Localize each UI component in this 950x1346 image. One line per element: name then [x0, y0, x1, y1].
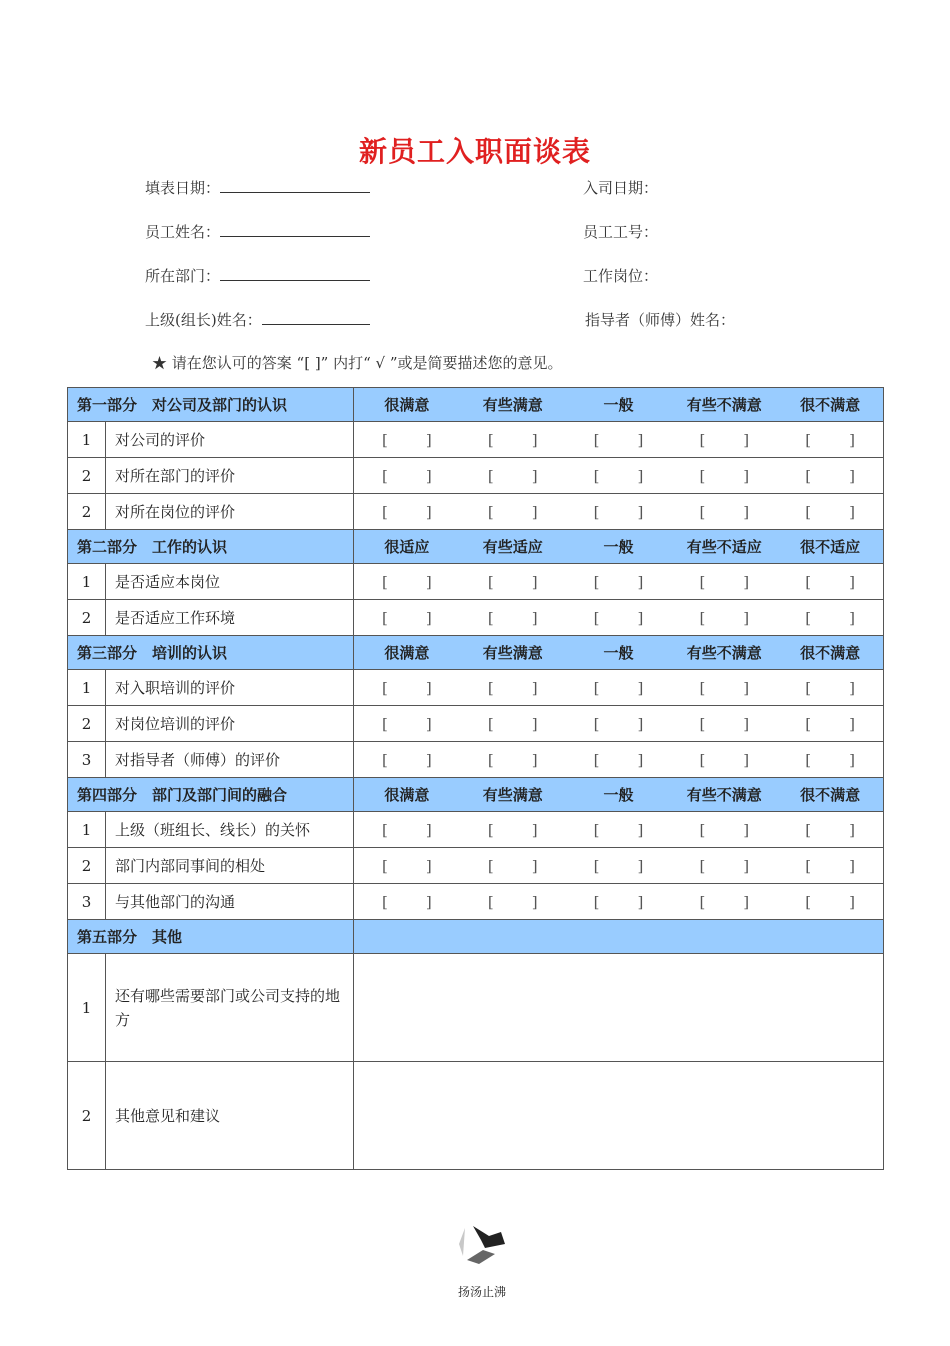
- bracket-close: ]: [743, 820, 750, 839]
- rating-checkbox[interactable]: [354, 679, 460, 697]
- bracket-close: ]: [531, 750, 538, 769]
- table-row: [68, 954, 884, 1062]
- item-number: 1: [68, 564, 106, 600]
- bracket-close: ]: [743, 750, 750, 769]
- join-date-label: 入司日期：: [583, 179, 659, 197]
- comment-input-area[interactable]: [354, 1062, 884, 1170]
- bracket-close: ]: [743, 714, 750, 733]
- rating-checkbox[interactable]: [777, 679, 883, 697]
- bracket-open: [: [699, 502, 706, 521]
- bracket-open: [: [699, 856, 706, 875]
- section-title: 第一部分 对公司及部门的认识: [68, 388, 354, 422]
- item-label: 对公司的评价: [106, 422, 354, 458]
- rating-checkbox[interactable]: [671, 893, 777, 911]
- bracket-open: [: [593, 572, 600, 591]
- rating-brackets: [354, 467, 883, 485]
- rating-checkbox[interactable]: [566, 893, 672, 911]
- bracket-open: [: [487, 572, 494, 591]
- bracket-open: [: [699, 608, 706, 627]
- section-title: 第二部分 工作的认识: [68, 530, 354, 564]
- section-header-row: [68, 388, 884, 422]
- rating-option-label: 一般: [603, 538, 634, 556]
- bracket-close: ]: [531, 678, 538, 697]
- section-header-row: [68, 778, 884, 812]
- rating-checkbox[interactable]: [777, 893, 883, 911]
- rating-checkbox[interactable]: [460, 503, 566, 521]
- bracket-open: [: [805, 820, 812, 839]
- bracket-close: ]: [743, 502, 750, 521]
- rating-option-label: 很不满意: [800, 786, 861, 804]
- bracket-open: [: [382, 678, 388, 697]
- rating-option-label: 一般: [603, 396, 634, 414]
- table-row: [68, 742, 884, 778]
- bracket-open: [: [593, 608, 600, 627]
- form-title: 新员工入职面谈表: [358, 135, 591, 168]
- item-number: 2: [68, 600, 106, 636]
- bracket-open: [: [699, 820, 706, 839]
- bracket-open: [: [593, 466, 600, 485]
- rating-checkbox[interactable]: [671, 679, 777, 697]
- rating-checkbox[interactable]: [354, 503, 460, 521]
- item-label: 对所在部门的评价: [106, 458, 354, 494]
- bracket-open: [: [699, 892, 706, 911]
- bracket-close: ]: [637, 466, 644, 485]
- table-row: [68, 848, 884, 884]
- bracket-open: [: [487, 750, 494, 769]
- item-label: 是否适应本岗位: [106, 564, 354, 600]
- rating-options: [354, 784, 883, 805]
- bracket-close: ]: [425, 430, 432, 449]
- bracket-open: [: [805, 466, 812, 485]
- bracket-open: [: [593, 714, 600, 733]
- rating-cells: [354, 706, 884, 742]
- rating-cells: [354, 458, 884, 494]
- bracket-close: ]: [425, 750, 432, 769]
- logo-icon: [455, 1222, 511, 1266]
- rating-checkbox[interactable]: [354, 893, 460, 911]
- bracket-close: ]: [531, 608, 538, 627]
- bracket-open: [: [487, 502, 494, 521]
- rating-checkbox[interactable]: [354, 857, 460, 875]
- rating-brackets: [354, 893, 883, 911]
- bracket-close: ]: [531, 714, 538, 733]
- item-number: 3: [68, 884, 106, 920]
- rating-checkbox[interactable]: [460, 715, 566, 733]
- rating-cells: [354, 670, 884, 706]
- bracket-close: ]: [849, 678, 855, 697]
- rating-checkbox[interactable]: [671, 821, 777, 839]
- rating-checkbox[interactable]: [354, 467, 460, 485]
- bracket-close: ]: [637, 678, 644, 697]
- item-number: 2: [68, 706, 106, 742]
- rating-option-label: 很满意: [384, 396, 430, 414]
- bracket-open: [: [699, 466, 706, 485]
- item-label: 对指导者（师傅）的评价: [106, 742, 354, 778]
- rating-checkbox[interactable]: [671, 857, 777, 875]
- employee-name-field: [145, 221, 370, 242]
- rating-checkbox[interactable]: [354, 573, 460, 591]
- bracket-open: [: [593, 678, 600, 697]
- bracket-open: [: [805, 750, 812, 769]
- bracket-close: ]: [425, 502, 432, 521]
- rating-checkbox[interactable]: [566, 715, 672, 733]
- bracket-open: [: [382, 856, 388, 875]
- rating-checkbox[interactable]: [354, 609, 460, 627]
- employee-name-label: 员工姓名：: [145, 223, 221, 241]
- bracket-open: [: [805, 430, 812, 449]
- rating-cells: [354, 848, 884, 884]
- rating-checkbox[interactable]: [460, 679, 566, 697]
- bracket-close: ]: [849, 714, 855, 733]
- section-title: 第五部分 其他: [68, 920, 354, 954]
- item-number: 2: [68, 848, 106, 884]
- rating-option-label: 很满意: [384, 644, 430, 662]
- rating-checkbox[interactable]: [777, 715, 883, 733]
- bracket-close: ]: [637, 892, 644, 911]
- bracket-close: ]: [637, 714, 644, 733]
- bracket-close: ]: [637, 502, 644, 521]
- rating-option-label: 一般: [603, 786, 634, 804]
- employee-id-label: 员工工号：: [583, 223, 659, 241]
- bracket-close: ]: [743, 678, 750, 697]
- item-label: 是否适应工作环境: [106, 600, 354, 636]
- supervisor-name-label: 上级(组长)姓名：: [145, 311, 262, 329]
- item-label: 对所在岗位的评价: [106, 494, 354, 530]
- item-label: 上级（班组长、线长）的关怀: [106, 812, 354, 848]
- rating-checkbox[interactable]: [460, 467, 566, 485]
- interview-table: [67, 387, 884, 1170]
- bracket-open: [: [805, 856, 812, 875]
- bracket-open: [: [593, 892, 600, 911]
- item-number: 2: [68, 458, 106, 494]
- rating-brackets: [354, 431, 883, 449]
- rating-checkbox[interactable]: [777, 573, 883, 591]
- table-row: [68, 884, 884, 920]
- rating-option-label: 一般: [603, 644, 634, 662]
- bracket-open: [: [593, 430, 600, 449]
- table-row: [68, 706, 884, 742]
- rating-option-label: 有些不满意: [686, 396, 762, 414]
- bracket-open: [: [382, 430, 388, 449]
- bracket-open: [: [699, 430, 706, 449]
- bracket-close: ]: [637, 856, 644, 875]
- rating-option-label: 有些不满意: [686, 644, 762, 662]
- bracket-close: ]: [425, 856, 432, 875]
- rating-checkbox[interactable]: [671, 503, 777, 521]
- rating-checkbox[interactable]: [460, 821, 566, 839]
- position-label: 工作岗位：: [583, 267, 659, 285]
- rating-checkbox[interactable]: [777, 503, 883, 521]
- item-label: 其他意见和建议: [106, 1062, 354, 1170]
- rating-checkbox[interactable]: [460, 857, 566, 875]
- bracket-close: ]: [531, 430, 538, 449]
- bracket-close: ]: [743, 430, 750, 449]
- bracket-close: ]: [425, 608, 432, 627]
- rating-checkbox[interactable]: [460, 893, 566, 911]
- item-label: 对岗位培训的评价: [106, 706, 354, 742]
- rating-checkbox[interactable]: [777, 821, 883, 839]
- bracket-close: ]: [743, 466, 750, 485]
- rating-brackets: [354, 503, 883, 521]
- bracket-close: ]: [531, 502, 538, 521]
- bracket-open: [: [382, 466, 388, 485]
- rating-brackets: [354, 751, 883, 769]
- bracket-open: [: [805, 892, 812, 911]
- bracket-open: [: [487, 678, 494, 697]
- rating-checkbox[interactable]: [354, 751, 460, 769]
- rating-checkbox[interactable]: [566, 573, 672, 591]
- bracket-open: [: [593, 750, 600, 769]
- rating-cells: [354, 600, 884, 636]
- rating-option-label: 很满意: [384, 786, 430, 804]
- table-row: [68, 1062, 884, 1170]
- rating-checkbox[interactable]: [460, 609, 566, 627]
- bracket-open: [: [805, 678, 812, 697]
- bracket-close: ]: [849, 502, 855, 521]
- bracket-close: ]: [849, 430, 855, 449]
- rating-option-label: 有些满意: [482, 644, 543, 662]
- rating-option-label: 有些适应: [482, 538, 543, 556]
- bracket-open: [: [487, 714, 494, 733]
- table-row: [68, 422, 884, 458]
- section-header-row: [68, 530, 884, 564]
- bracket-open: [: [487, 856, 494, 875]
- mentor-name-field: [585, 309, 735, 330]
- item-number: 1: [68, 670, 106, 706]
- bracket-open: [: [805, 714, 812, 733]
- employee-name-line[interactable]: [220, 222, 370, 237]
- bracket-close: ]: [425, 820, 432, 839]
- fill-date-line[interactable]: [220, 178, 370, 193]
- bracket-close: ]: [425, 466, 432, 485]
- bracket-close: ]: [637, 750, 644, 769]
- rating-brackets: [354, 573, 883, 591]
- bracket-open: [: [382, 714, 388, 733]
- bracket-close: ]: [743, 856, 750, 875]
- rating-checkbox[interactable]: [566, 857, 672, 875]
- item-number: 2: [68, 1062, 106, 1170]
- department-field: [145, 265, 370, 286]
- rating-option-label: 有些满意: [482, 396, 543, 414]
- item-number: 1: [68, 954, 106, 1062]
- bracket-close: ]: [531, 856, 538, 875]
- rating-option-label: 很适应: [384, 538, 430, 556]
- rating-cells: [354, 884, 884, 920]
- section-title: 第四部分 部门及部门间的融合: [68, 778, 354, 812]
- section-title: 第三部分 培训的认识: [68, 636, 354, 670]
- item-number: 2: [68, 494, 106, 530]
- rating-checkbox[interactable]: [671, 467, 777, 485]
- rating-checkbox[interactable]: [777, 467, 883, 485]
- rating-checkbox[interactable]: [671, 431, 777, 449]
- section-empty-cell: [354, 920, 884, 954]
- bracket-close: ]: [849, 466, 855, 485]
- rating-checkbox[interactable]: [671, 751, 777, 769]
- rating-brackets: [354, 857, 883, 875]
- bracket-close: ]: [425, 892, 432, 911]
- rating-options: [354, 642, 883, 663]
- bracket-close: ]: [849, 892, 855, 911]
- rating-checkbox[interactable]: [354, 431, 460, 449]
- item-label: 与其他部门的沟通: [106, 884, 354, 920]
- bracket-open: [: [382, 750, 388, 769]
- supervisor-name-line[interactable]: [262, 310, 370, 325]
- rating-checkbox[interactable]: [460, 573, 566, 591]
- bracket-open: [: [699, 714, 706, 733]
- rating-checkbox[interactable]: [566, 751, 672, 769]
- rating-cells: [354, 812, 884, 848]
- department-line[interactable]: [220, 266, 370, 281]
- rating-option-label: 有些不适应: [686, 538, 762, 556]
- join-date-field: [583, 177, 658, 198]
- bracket-open: [: [487, 608, 494, 627]
- table-row: [68, 494, 884, 530]
- bracket-close: ]: [849, 856, 855, 875]
- item-label: 对入职培训的评价: [106, 670, 354, 706]
- position-field: [583, 265, 658, 286]
- bracket-close: ]: [531, 820, 538, 839]
- instruction-note: ★ 请在您认可的答案 “[ ]” 内打“ √ ”或是简要描述您的意见。: [152, 354, 563, 372]
- bracket-open: [: [699, 572, 706, 591]
- bracket-close: ]: [849, 572, 855, 591]
- rating-cells: [354, 742, 884, 778]
- rating-option-label: 很不满意: [800, 396, 861, 414]
- comment-input-area[interactable]: [354, 954, 884, 1062]
- rating-checkbox[interactable]: [354, 715, 460, 733]
- item-label: 还有哪些需要部门或公司支持的地方: [106, 954, 354, 1062]
- bracket-close: ]: [637, 430, 644, 449]
- bracket-close: ]: [425, 572, 432, 591]
- bracket-open: [: [487, 430, 494, 449]
- bracket-open: [: [487, 820, 494, 839]
- bracket-open: [: [699, 750, 706, 769]
- item-number: 3: [68, 742, 106, 778]
- rating-checkbox[interactable]: [566, 821, 672, 839]
- rating-checkbox[interactable]: [777, 751, 883, 769]
- item-number: 1: [68, 422, 106, 458]
- bracket-open: [: [805, 608, 812, 627]
- rating-option-label: 很不适应: [800, 538, 861, 556]
- rating-checkbox[interactable]: [671, 609, 777, 627]
- rating-options: [354, 394, 883, 415]
- rating-option-label: 有些满意: [482, 786, 543, 804]
- rating-checkbox[interactable]: [354, 821, 460, 839]
- bracket-open: [: [382, 502, 388, 521]
- rating-checkbox[interactable]: [566, 467, 672, 485]
- footer-text: 扬汤止沸: [457, 1285, 506, 1299]
- bracket-open: [: [382, 820, 388, 839]
- bracket-open: [: [382, 608, 388, 627]
- rating-cells: [354, 564, 884, 600]
- fill-date-field: [145, 177, 370, 198]
- rating-checkbox[interactable]: [566, 609, 672, 627]
- bracket-close: ]: [425, 678, 432, 697]
- bracket-open: [: [593, 856, 600, 875]
- rating-checkbox[interactable]: [777, 431, 883, 449]
- rating-options: [354, 536, 883, 557]
- rating-checkbox[interactable]: [460, 431, 566, 449]
- bracket-close: ]: [743, 892, 750, 911]
- bracket-open: [: [382, 892, 388, 911]
- rating-brackets: [354, 679, 883, 697]
- bracket-close: ]: [637, 572, 644, 591]
- rating-options-header: [354, 530, 884, 564]
- employee-id-field: [583, 221, 658, 242]
- fill-date-label: 填表日期：: [145, 179, 221, 197]
- table-row: [68, 812, 884, 848]
- rating-brackets: [354, 715, 883, 733]
- section-header-row: [68, 636, 884, 670]
- bracket-close: ]: [637, 820, 644, 839]
- rating-brackets: [354, 821, 883, 839]
- rating-option-label: 有些不满意: [686, 786, 762, 804]
- bracket-close: ]: [743, 572, 750, 591]
- item-number: 1: [68, 812, 106, 848]
- section-header-row: [68, 920, 884, 954]
- bracket-open: [: [593, 820, 600, 839]
- rating-brackets: [354, 609, 883, 627]
- table-row: [68, 564, 884, 600]
- rating-cells: [354, 494, 884, 530]
- table-row: [68, 670, 884, 706]
- rating-option-label: 很不满意: [800, 644, 861, 662]
- department-label: 所在部门：: [145, 267, 221, 285]
- rating-options-header: [354, 388, 884, 422]
- rating-options-header: [354, 778, 884, 812]
- bracket-open: [: [382, 572, 388, 591]
- rating-cells: [354, 422, 884, 458]
- bracket-open: [: [805, 502, 812, 521]
- rating-options-header: [354, 636, 884, 670]
- rating-checkbox[interactable]: [566, 503, 672, 521]
- bracket-open: [: [805, 572, 812, 591]
- bracket-close: ]: [849, 750, 855, 769]
- rating-checkbox[interactable]: [566, 431, 672, 449]
- bracket-close: ]: [425, 714, 432, 733]
- bracket-close: ]: [531, 466, 538, 485]
- rating-checkbox[interactable]: [566, 679, 672, 697]
- bracket-close: ]: [637, 608, 644, 627]
- bracket-open: [: [487, 466, 494, 485]
- bracket-close: ]: [849, 608, 855, 627]
- bracket-open: [: [487, 892, 494, 911]
- bracket-close: ]: [531, 572, 538, 591]
- bracket-close: ]: [849, 820, 855, 839]
- bracket-open: [: [699, 678, 706, 697]
- mentor-name-label: 指导者（师傅）姓名：: [585, 311, 736, 329]
- bracket-open: [: [593, 502, 600, 521]
- supervisor-name-field: [145, 309, 370, 330]
- rating-checkbox[interactable]: [460, 751, 566, 769]
- item-label: 部门内部同事间的相处: [106, 848, 354, 884]
- rating-checkbox[interactable]: [671, 573, 777, 591]
- rating-checkbox[interactable]: [671, 715, 777, 733]
- bracket-close: ]: [743, 608, 750, 627]
- table-row: [68, 600, 884, 636]
- rating-checkbox[interactable]: [777, 857, 883, 875]
- rating-checkbox[interactable]: [777, 609, 883, 627]
- table-row: [68, 458, 884, 494]
- bracket-close: ]: [531, 892, 538, 911]
